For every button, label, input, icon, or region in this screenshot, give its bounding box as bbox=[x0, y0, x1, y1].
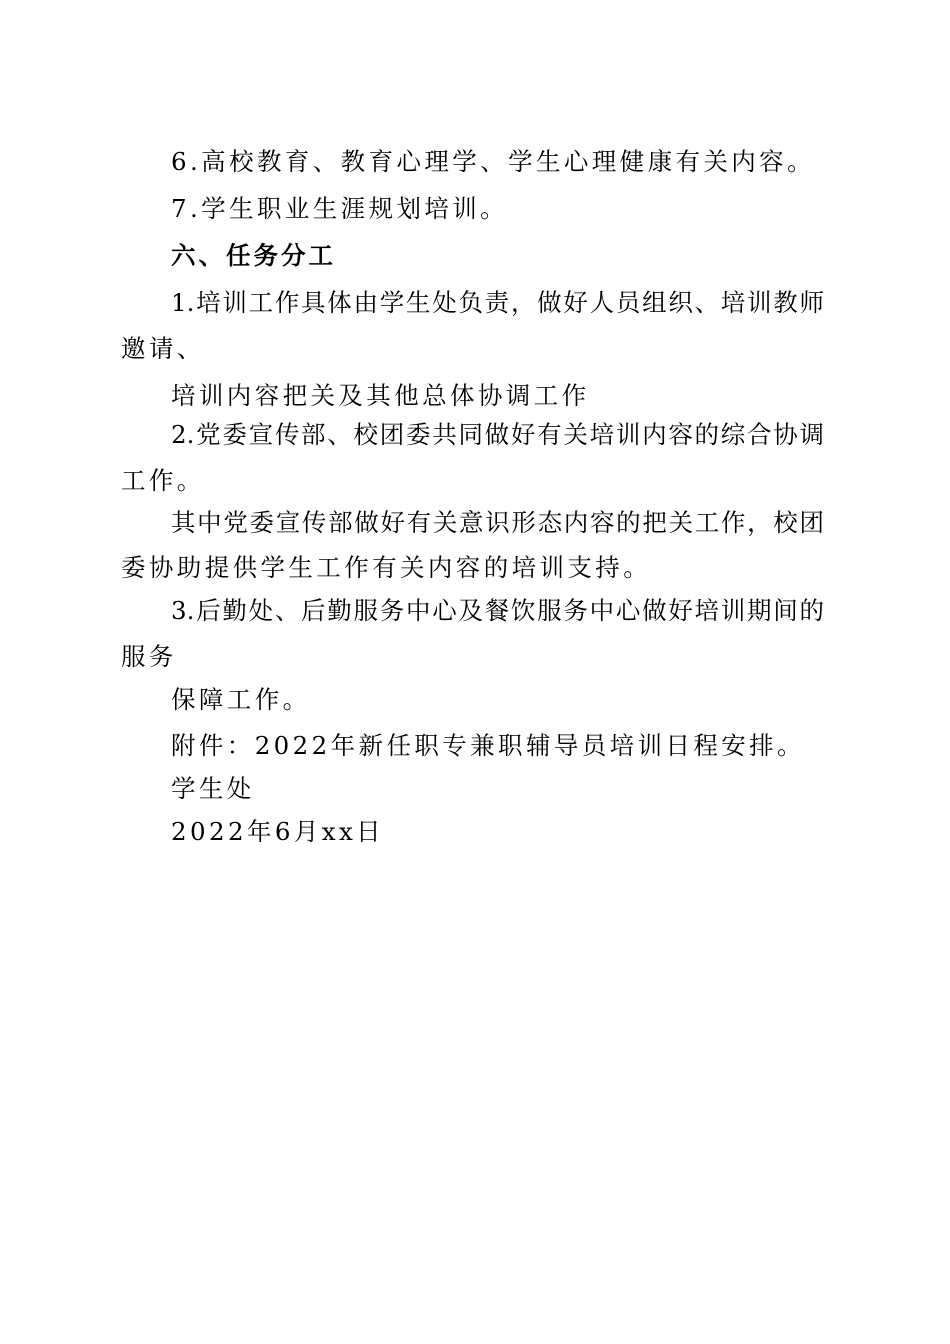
task-2-line-2: 工作。 bbox=[121, 466, 205, 495]
task-3-line-1: 3.后勤处、后勤服务中心及餐饮服务中心做好培训期间的 bbox=[171, 596, 824, 625]
section-heading-task-division: 六、任务分工 bbox=[171, 241, 336, 270]
task-3-line-3: 保障工作。 bbox=[171, 685, 311, 714]
task-1-line-1: 1.培训工作具体由学生处负责，做好人员组织、培训教师 bbox=[171, 288, 824, 317]
list-item-7: 7.学生职业生涯规划培训。 bbox=[171, 194, 509, 223]
task-1-line-3: 培训内容把关及其他总体协调工作 bbox=[171, 381, 590, 410]
signature-date: 2022年6月xx日 bbox=[171, 817, 385, 846]
task-2-detail-line-1: 其中党委宣传部做好有关意识形态内容的把关工作，校团 bbox=[171, 508, 824, 537]
task-1-line-2: 邀请、 bbox=[121, 334, 205, 363]
task-2-line-1: 2.党委宣传部、校团委共同做好有关培训内容的综合协调 bbox=[171, 420, 824, 449]
attachment-note: 附件：2022年新任职专兼职辅导员培训日程安排。 bbox=[171, 731, 805, 760]
signature-department: 学生处 bbox=[171, 774, 255, 803]
list-item-6: 6.高校教育、教育心理学、学生心理健康有关内容。 bbox=[171, 147, 815, 176]
task-3-line-2: 服务 bbox=[121, 642, 177, 671]
task-2-detail-line-2: 委协助提供学生工作有关内容的培训支持。 bbox=[121, 553, 652, 582]
